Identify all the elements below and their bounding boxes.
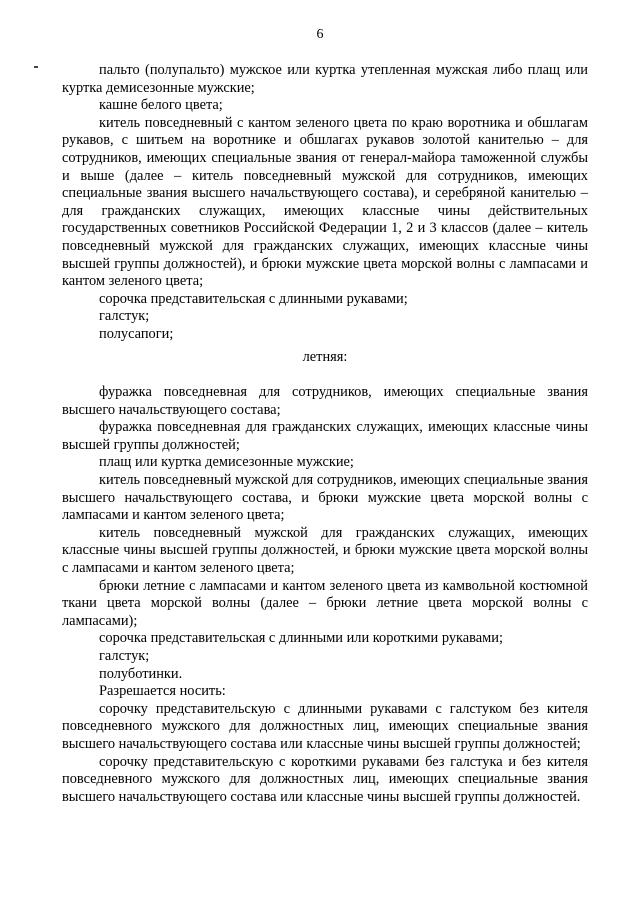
paragraph: сорочка представительская с длинными рукавами; [99, 290, 408, 307]
paragraph: плащ или куртка демисезонные мужские; [99, 454, 354, 471]
paragraph: Разрешается носить: [99, 683, 226, 700]
paragraph: китель повседневный мужской для сотрудников, имеющих специальные звания высшего начальствующего состава, и брюки мужские цвета морской волны с лампасами и кантом зеленого цвета; [62, 472, 588, 524]
paragraph: сорочку представительскую с длинными рукавами с галстуком без кителя повседневного мужского для должностных лиц, имеющих специальные звания высшего начальствующего состава или классные чины высшей группы должностей; [62, 700, 588, 752]
section-heading: летняя: [302, 348, 348, 365]
page-number: 6 [316, 27, 324, 42]
paragraph: китель повседневный с кантом зеленого цвета по краю воротника и обшлагам рукавов, с шитьем на воротнике и обшлагах рукавов золотой канителью – для сотрудников, имеющих специальные звания от генерал-майора таможенной службы и выше (далее – китель повседневный мужской для сотрудников, имеющих специальные звания высшего начальствующего состава), и серебряной канителью – для гражданских служащих, имеющих классные чины действительных государственных советников Российской Федерации 1, 2 и 3 классов (далее – китель повседневный мужской для гражданских служащих, имеющих классные чины высшей группы должностей), и брюки мужские цвета морской волны с лампасами и кантом зеленого цвета; [62, 114, 588, 290]
paragraph: галстук; [99, 308, 150, 325]
paragraph: фуражка повседневная для гражданских служащих, имеющих классные чины высшей группы должностей; [62, 419, 588, 453]
paragraph: галстук; [99, 648, 150, 664]
document-body [62, 62, 588, 806]
paragraph: китель повседневный мужской для гражданских служащих, имеющих классные чины высшей группы должностей, и брюки мужские цвета морской волны с лампасами и кантом зеленого цвета; [62, 524, 588, 577]
paragraph: полусапоги; [99, 325, 174, 342]
paragraph: сорочку представительскую с короткими рукавами без галстука и без кителя повседневного мужского для должностных лиц, имеющих специальные звания высшего начальствующего состава или классные чины высшей группы должностей. [62, 753, 588, 805]
paragraph: полуботинки. [99, 665, 183, 682]
paragraph: сорочка представительская с длинными или короткими рукавами; [99, 630, 503, 647]
paragraph: кашне белого цвета; [99, 97, 223, 114]
paragraph: фуражка повседневная для сотрудников, имеющих специальные звания высшего начальствующего состава; [62, 384, 588, 418]
paragraph: пальто (полупальто) мужское или куртка утепленная мужская либо плащ или куртка демисезонные мужские; [62, 62, 588, 96]
scan-speck [34, 66, 38, 68]
paragraph: брюки летние с лампасами и кантом зеленого цвета из камвольной костюмной ткани цвета морской волны (далее – брюки летние цвета морской волны с лампасами); [62, 577, 588, 629]
